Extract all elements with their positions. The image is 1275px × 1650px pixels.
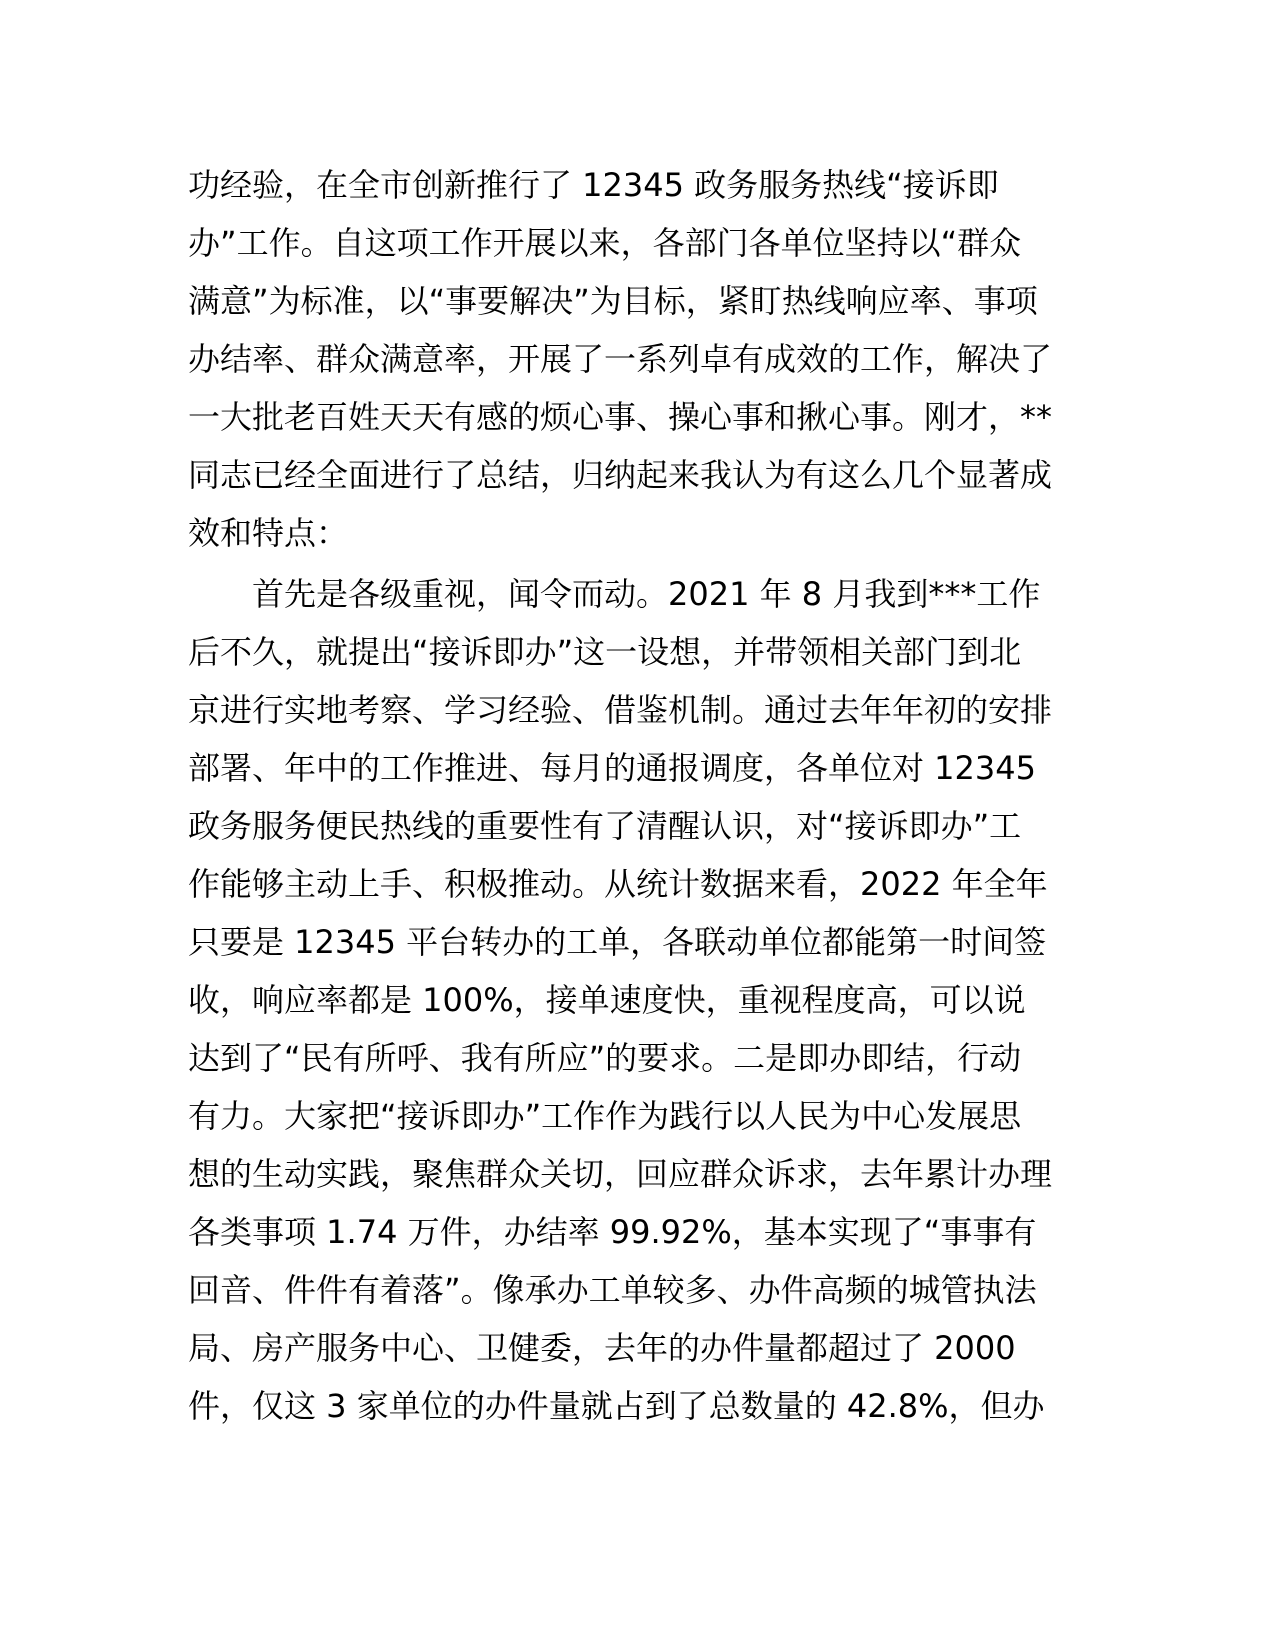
text-line: 有力。大家把“接诉即办”工作作为践行以人民为中心发展思 (188, 1097, 1022, 1135)
text-line: 收，响应率都是 100%，接单速度快，重视程度高，可以说 (188, 981, 1026, 1019)
text-line: 一大批老百姓天天有感的烦心事、操心事和揪心事。刚才，** (188, 398, 1053, 436)
text-line: 功经验，在全市创新推行了 12345 政务服务热线“接诉即 (188, 166, 999, 204)
text-line: 局、房产服务中心、卫健委，去年的办件量都超过了 2000 (188, 1329, 1016, 1367)
text-line: 作能够主动上手、积极推动。从统计数据来看，2022 年全年 (188, 865, 1048, 903)
text-line: 政务服务便民热线的重要性有了清醒认识，对“接诉即办”工 (188, 807, 1022, 845)
text-line: 京进行实地考察、学习经验、借鉴机制。通过去年年初的安排 (188, 691, 1053, 729)
text-line: 办结率、群众满意率，开展了一系列卓有成效的工作，解决了 (188, 340, 1053, 378)
paragraph-1 (188, 156, 1088, 562)
text-line: 后不久，就提出“接诉即办”这一设想，并带领相关部门到北 (188, 633, 1022, 671)
text-line: 同志已经全面进行了总结，归纳起来我认为有这么几个显著成 (188, 456, 1053, 494)
text-line: 部署、年中的工作推进、每月的通报调度，各单位对 12345 (188, 749, 1036, 787)
body-text (188, 156, 1088, 1435)
text-line: 各类事项 1.74 万件，办结率 99.92%，基本实现了“事事有 (188, 1213, 1037, 1251)
text-line: 想的生动实践，聚焦群众关切，回应群众诉求，去年累计办理 (188, 1155, 1053, 1193)
text-line: 首先是各级重视，闻令而动。2021 年 8 月我到***工作 (188, 575, 1041, 613)
text-line: 满意”为标准，以“事要解决”为目标，紧盯热线响应率、事项 (188, 282, 1038, 320)
text-line: 件，仅这 3 家单位的办件量就占到了总数量的 42.8%，但办 (188, 1387, 1045, 1425)
text-line: 回音、件件有着落”。像承办工单较多、办件高频的城管执法 (188, 1271, 1037, 1309)
paragraph-2 (188, 565, 1088, 1435)
text-line: 办”工作。自这项工作开展以来，各部门各单位坚持以“群众 (188, 224, 1022, 262)
text-line: 只要是 12345 平台转办的工单，各联动单位都能第一时间签 (188, 923, 1047, 961)
text-line: 效和特点： (188, 514, 349, 552)
text-line: 达到了“民有所呼、我有所应”的要求。二是即办即结，行动 (188, 1039, 1022, 1077)
